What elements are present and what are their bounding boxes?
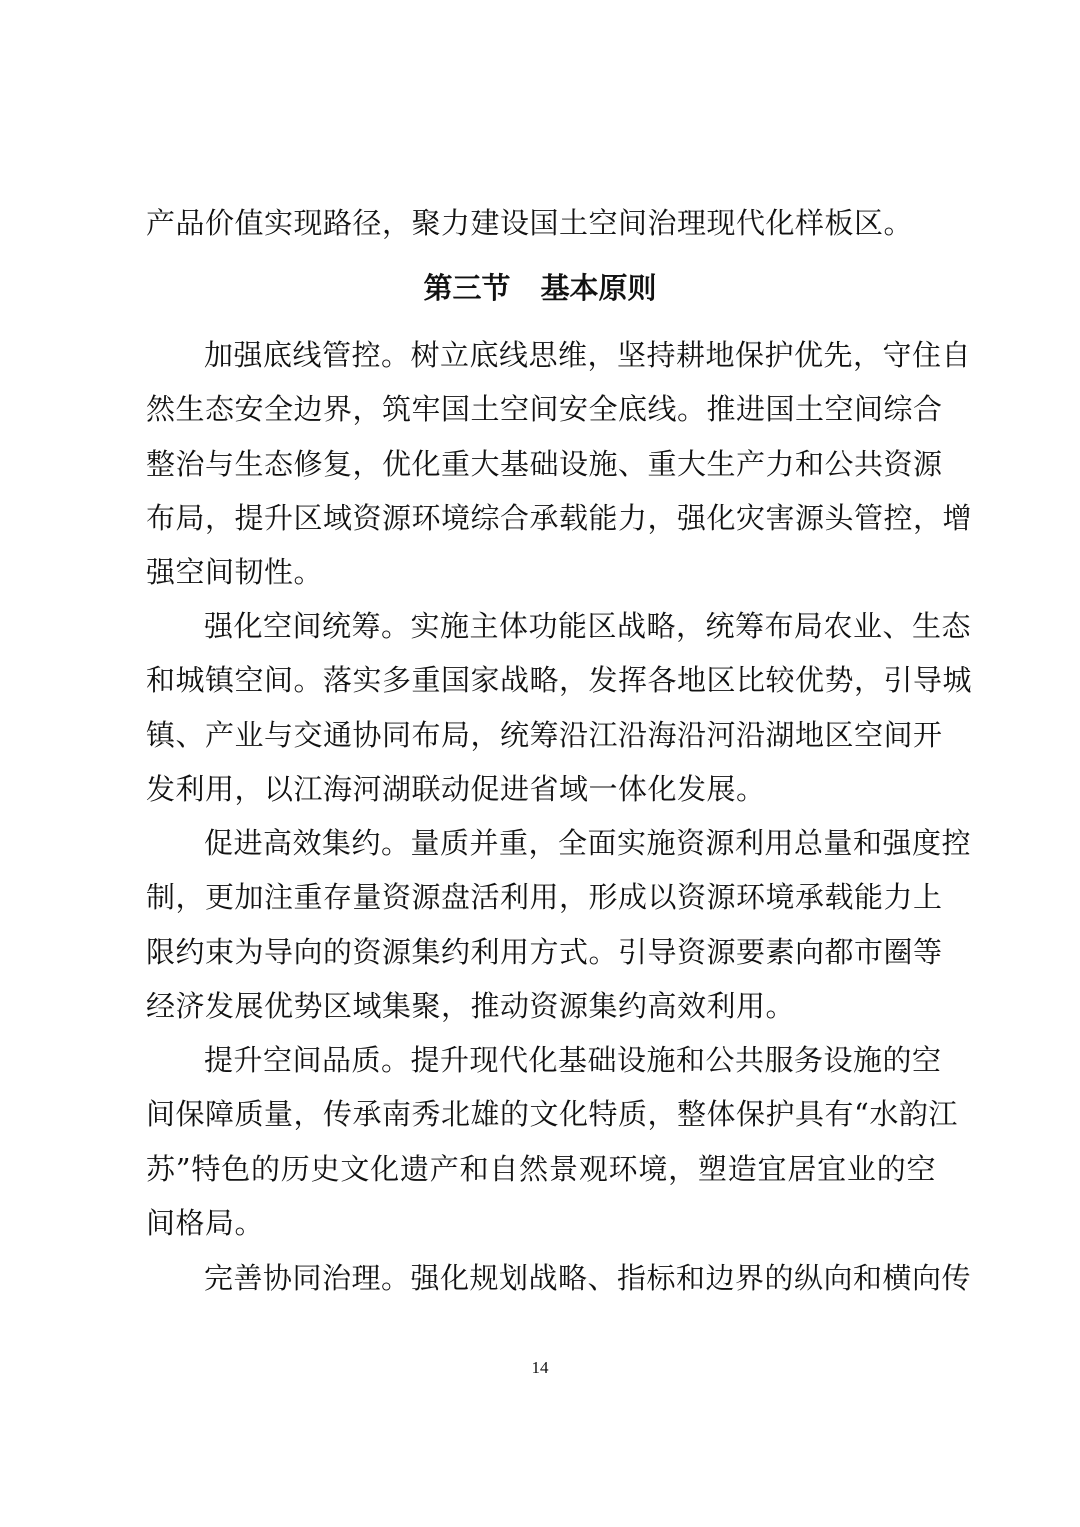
paragraph-line: 强空间韧性。	[146, 555, 324, 590]
paragraph-lead: 促进高效集约。	[204, 826, 411, 860]
paragraph-efficient-intensive	[146, 816, 972, 1033]
paragraph-spatial-quality	[146, 1033, 958, 1250]
paragraph-lead: 完善协同治理。	[204, 1261, 411, 1295]
paragraph-line: 限约束为导向的资源集约利用方式。引导资源要素向都市圈等	[146, 934, 943, 969]
paragraph-line: 和城镇空间。落实多重国家战略，发挥各地区比较优势，引导城	[146, 663, 973, 698]
paragraph-line: 然生态安全边界，筑牢国土空间安全底线。推进国土空间综合	[146, 392, 943, 427]
paragraph-line: 间格局。	[146, 1205, 265, 1240]
paragraph-lead: 提升空间品质。	[204, 1043, 411, 1077]
intro-line: 产品价值实现路径，聚力建设国土空间治理现代化样板区。	[146, 206, 914, 240]
paragraph-line: 发利用，以江海河湖联动促进省域一体化发展。	[146, 771, 766, 806]
section-title: 基本原则	[540, 271, 657, 305]
paragraph-line: 经济发展优势区域集聚，推动资源集约高效利用。	[146, 988, 796, 1023]
paragraph-line: 促进高效集约。量质并重，全面实施资源利用总量和强度控	[204, 826, 972, 860]
paragraph-line: 布局，提升区域资源环境综合承载能力，强化灾害源头管控，增	[146, 500, 973, 535]
paragraph-spatial-coordination	[146, 599, 973, 816]
paragraph-line: 苏”特色的历史文化遗产和自然景观环境，塑造宜居宜业的空	[146, 1151, 936, 1186]
paragraph-line: 镇、产业与交通协同布局，统筹沿江沿海沿河沿湖地区空间开	[146, 717, 943, 752]
page-number: 14	[531, 1358, 549, 1377]
paragraph-line: 提升空间品质。提升现代化基础设施和公共服务设施的空	[204, 1043, 942, 1077]
paragraph-line: 完善协同治理。强化规划战略、指标和边界的纵向和横向传	[204, 1261, 972, 1295]
intro-paragraph	[146, 196, 936, 250]
paragraph-line: 强化空间统筹。实施主体功能区战略，统筹布局农业、生态	[204, 609, 972, 643]
paragraph-bottom-line-control	[146, 328, 973, 599]
paragraph-line: 制，更加注重存量资源盘活利用，形成以资源环境承载能力上	[146, 880, 943, 915]
paragraph-line: 加强底线管控。树立底线思维，坚持耕地保护优先，守住自	[204, 338, 972, 372]
section-number: 第三节	[423, 271, 511, 305]
section-heading	[0, 266, 1080, 310]
paragraph-line: 整治与生态修复，优化重大基础设施、重大生产力和公共资源	[146, 446, 943, 481]
paragraph-line: 间保障质量，传承南秀北雄的文化特质，整体保护具有“水韵江	[146, 1097, 958, 1132]
paragraph-collaborative-governance	[146, 1251, 972, 1305]
paragraph-lead: 加强底线管控。	[204, 338, 411, 372]
paragraph-lead: 强化空间统筹。	[204, 609, 411, 643]
